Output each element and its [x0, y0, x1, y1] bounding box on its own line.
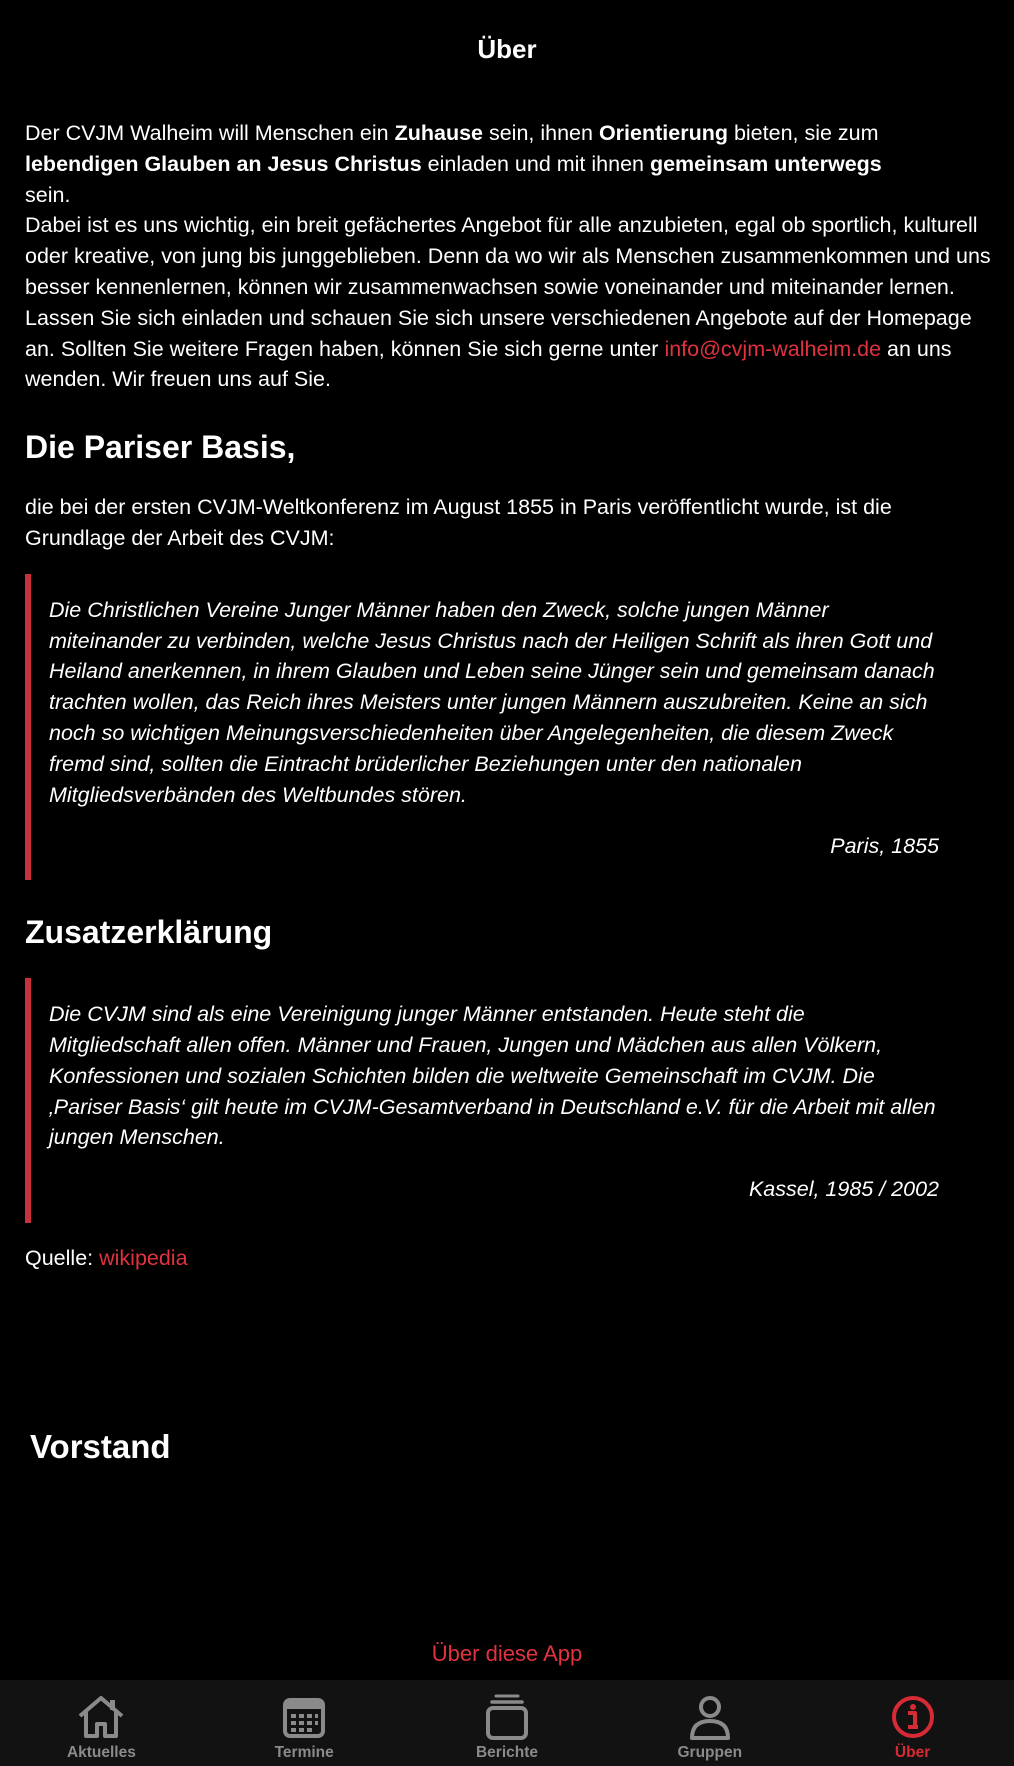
intro-text: Lassen Sie sich einladen und schauen Sie sich unsere verschiedenen Angebote auf der Homepage an. Sollten Sie weitere Fragen haben, können Sie sich gerne unter [25, 305, 972, 361]
pariser-quote [25, 574, 963, 880]
tab-label: Termine [274, 1744, 334, 1761]
calendar-icon [279, 1694, 329, 1740]
tab-label: Berichte [475, 1744, 538, 1761]
tab-berichte[interactable] [406, 1680, 609, 1766]
zusatz-heading: Zusatzerklärung [25, 914, 273, 951]
intro-paragraph-3 [25, 303, 995, 395]
pariser-quote-source: Paris, 1855 [830, 834, 939, 859]
tab-label: Über [894, 1744, 931, 1761]
zusatz-quote-text: Die CVJM sind als eine Vereinigung junger Männer entstanden. Heute steht die Mitgliedschaft allen offen. Männer und Frauen, Jungen und Mädchen aus allen Völkern, Konfessionen und sozialen Schichten bilden die weltweite Gemeinschaft im CVJM. Die ‚Pariser Basis‘ gilt heute im CVJM-Gesamtverband in Deutschland e.V. für die Arbeit mit allen jungen Menschen. [49, 1002, 936, 1150]
about-content [25, 118, 995, 1274]
pariser-text: die bei der ersten CVJM-Weltkonferenz im August 1855 in Paris veröffentlicht wurde, ist die Grundlage der Arbeit des CVJM: [25, 495, 892, 550]
intro-text: Der CVJM Walheim will Menschen ein [25, 121, 395, 145]
tab-aktuelles[interactable] [0, 1680, 203, 1766]
pariser-quote-text: Die Christlichen Vereine Junger Männer haben den Zweck, solche jungen Männer miteinander zu verbinden, welche Jesus Christus nach der Heiligen Schrift als ihren Gott und Heiland anerkennen, in ihrem Glauben und Leben seine Jünger sein und gemeinsam danach trachten wollen, das Reich ihres Meisters unter jungen Männern auszubreiten. Keine an sich noch so wichtigen Meinungsverschiedenheiten über Angelegenheiten, die diesem Zweck fremd sind, sollten die Eintracht brüderlicher Beziehungen unter den nationalen Mitgliedsverbänden des Weltbundes stören. [49, 597, 935, 807]
pariser-heading: Die Pariser Basis, [25, 429, 296, 466]
intro-bold: gemeinsam unterwegs [649, 151, 882, 176]
zusatz-quote [25, 978, 963, 1223]
vorstand-heading: Vorstand [30, 1428, 171, 1465]
person-icon [685, 1694, 735, 1740]
intro-text: bieten, sie zum [727, 121, 879, 145]
page-title: Über [477, 34, 537, 64]
intro-paragraph-1 [25, 118, 995, 210]
about-app-link[interactable]: Über diese App [431, 1641, 583, 1666]
info-icon [888, 1694, 938, 1740]
stack-icon [482, 1694, 532, 1740]
home-icon [76, 1694, 126, 1740]
intro-text: sein. [25, 182, 71, 207]
tab-bar [0, 1680, 1014, 1766]
source-label: Quelle: [25, 1245, 100, 1270]
intro-text: einladen und mit ihnen [421, 151, 650, 176]
tab-termine[interactable] [203, 1680, 406, 1766]
wikipedia-link[interactable]: wikipedia [99, 1245, 188, 1270]
intro-bold: lebendigen Glauben an Jesus Christus [25, 151, 422, 176]
tab-gruppen[interactable] [608, 1680, 811, 1766]
intro-bold: Orientierung [598, 121, 728, 145]
intro-bold: Zuhause [394, 121, 483, 145]
intro-text: sein, ihnen [483, 121, 599, 145]
source-line [25, 1243, 995, 1274]
tab-label: Aktuelles [66, 1744, 136, 1761]
tab-label: Gruppen [677, 1744, 743, 1761]
intro-paragraph-2: Dabei ist es uns wichtig, ein breit gefächertes Angebot für alle anzubieten, egal ob sportlich, kulturell oder kreative, von jung bis junggeblieben. Denn da wo wir als Menschen zusammenkommen und uns besser kennenlernen, können wir zusammenwachsen sowie voneinander und miteinander lernen. [25, 213, 991, 299]
email-link[interactable]: info@cvjm-walheim.de [664, 336, 882, 361]
tab-ueber[interactable] [811, 1680, 1014, 1766]
zusatz-quote-source: Kassel, 1985 / 2002 [748, 1177, 939, 1202]
intro-text: an uns wenden. Wir freuen uns auf Sie. [25, 336, 952, 392]
